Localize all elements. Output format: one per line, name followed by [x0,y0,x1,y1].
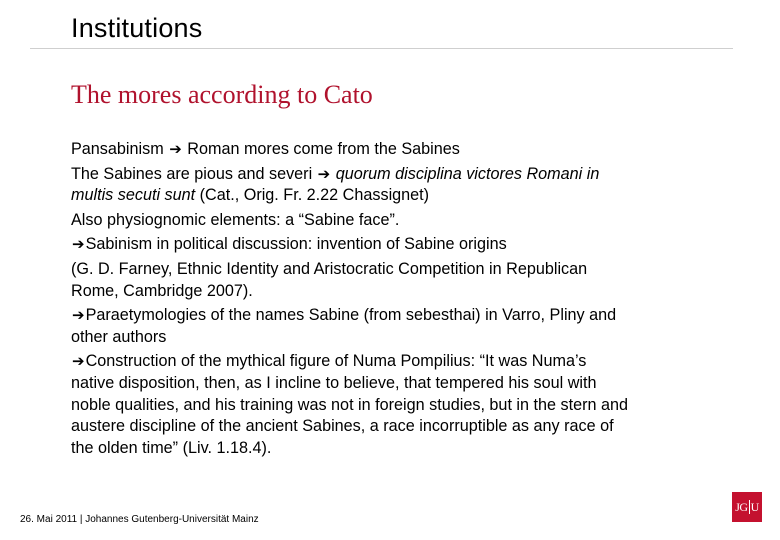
arrow-right-icon: ➔ [72,353,85,371]
arrow-right-icon: ➔ [317,165,331,183]
slide-content [71,139,631,462]
arrow-right-icon: ➔ [169,141,182,158]
paragraph-sabines-pious [71,164,631,207]
header-divider [30,48,733,49]
footer-text: 26. Mai 2011 | Johannes Gutenberg-Universität Mainz [20,514,259,525]
paragraph-pansabinism [71,139,631,161]
paragraph-paraetymologies [71,305,631,348]
arrow-right-icon: ➔ [72,236,85,254]
paraetymologies-text: Paraetymologies of the names Sabine (from sebesthai) in Varro, Pliny and other authors [71,306,617,346]
pansabinism-text: Roman mores come from the Sabines [187,140,460,158]
logo-left-letters: JG [735,499,748,514]
sabines-pious-text: The Sabines are pious and severi [71,164,313,183]
pansabinism-term: Pansabinism [71,140,164,158]
paragraph-reference: (G. D. Farney, Ethnic Identity and Aristocratic Competition in Republican Rome, Cambridge 2007). [71,259,588,300]
latin-quote: quorum disciplina victores Romani in multis secuti sunt [71,164,600,205]
arrow-right-icon: ➔ [72,307,85,325]
logo-right-letter: U [750,499,759,514]
numa-text: Construction of the mythical figure of Numa Pompilius: “It was Numa’s native disposition, then, as I incline to believe, that tempered his soul with noble qualities, and his training was not in foreign studies, but in the stern and austere discipline of the ancient Sabines, a race incorruptible as any race of the olden time” (Liv. 1.18.4). [71,352,629,457]
header-title: Institutions [71,13,203,43]
slide-heading: The mores according to Cato [71,80,373,109]
university-logo [732,492,762,522]
paragraph-numa [71,351,631,459]
sabinism-text: Sabinism in political discussion: invention of Sabine origins [85,235,507,254]
logo-divider [749,500,750,514]
paragraph-sabinism [71,234,631,256]
paragraph-physiognomic: Also physiognomic elements: a “Sabine face”. [71,210,400,229]
citation-text: (Cat., Orig. Fr. 2.22 Chassignet) [199,186,430,205]
